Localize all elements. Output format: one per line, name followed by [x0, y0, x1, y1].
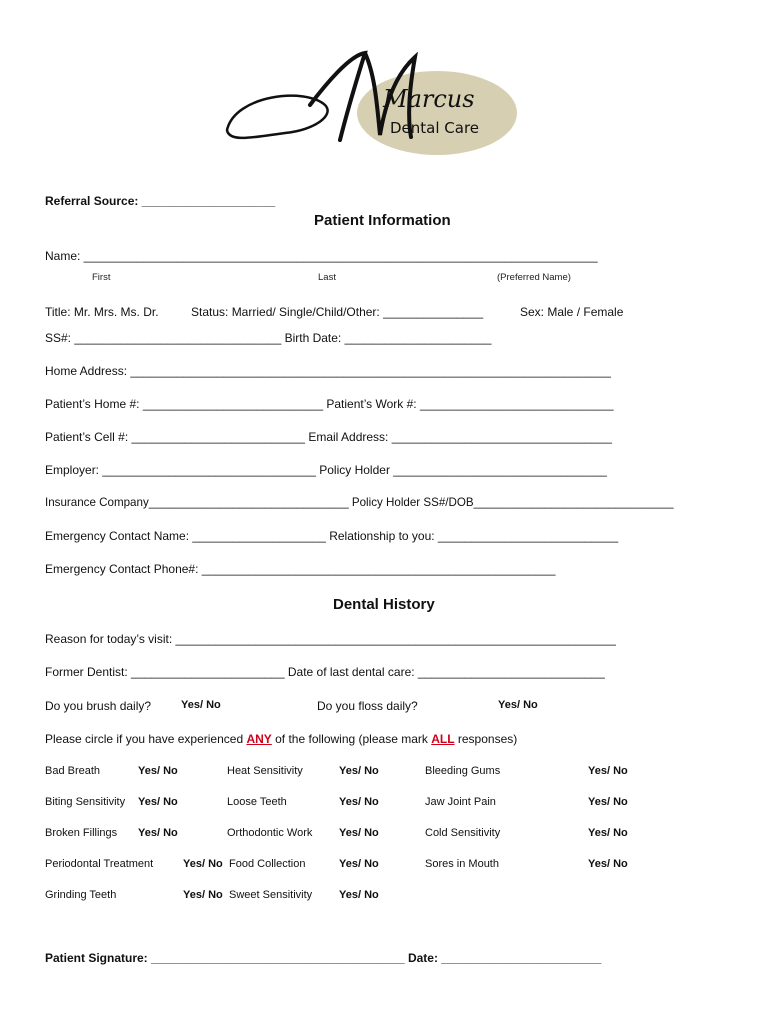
condition-label: Cold Sensitivity	[425, 827, 501, 839]
circle-text-2: of the following (please mark	[271, 732, 432, 746]
signature-date-field[interactable]: Patient Signature: ______________________________________ Date: ________________________	[45, 951, 602, 965]
condition-answer[interactable]: Yes/ No	[339, 765, 379, 777]
logo-oval	[357, 71, 517, 155]
brush-question: Do you brush daily?	[45, 699, 152, 713]
dental-history-heading: Dental History	[333, 596, 435, 613]
name-last-label: Last	[318, 272, 336, 283]
condition-label: Jaw Joint Pain	[425, 796, 496, 808]
condition-answer[interactable]: Yes/ No	[183, 889, 223, 901]
sex-options[interactable]: Sex: Male / Female	[520, 305, 624, 319]
condition-label: Food Collection	[229, 858, 306, 870]
condition-answer[interactable]: Yes/ No	[588, 858, 628, 870]
circle-any: ANY	[246, 732, 272, 746]
condition-answer[interactable]: Yes/ No	[138, 765, 178, 777]
name-first-label: First	[92, 272, 111, 283]
floss-answer[interactable]: Yes/ No	[498, 699, 538, 711]
home-address-field[interactable]: Home Address: ________________________________________________________________________	[45, 364, 611, 378]
condition-answer[interactable]: Yes/ No	[588, 765, 628, 777]
patient-information-heading: Patient Information	[314, 212, 451, 229]
floss-question: Do you floss daily?	[317, 699, 418, 713]
circle-text-1: Please circle if you have experienced	[45, 732, 247, 746]
title-options[interactable]: Title: Mr. Mrs. Ms. Dr.	[45, 305, 159, 319]
condition-label: Sweet Sensitivity	[229, 889, 313, 901]
condition-answer[interactable]: Yes/ No	[339, 827, 379, 839]
circle-all: ALL	[431, 732, 455, 746]
name-field[interactable]: Name: _____________________________________________________________________________	[45, 249, 598, 263]
name-preferred-label: (Preferred Name)	[497, 272, 571, 283]
condition-answer[interactable]: Yes/ No	[339, 889, 379, 901]
referral-source-field[interactable]: Referral Source: ____________________	[45, 194, 276, 208]
emergency-contact-field[interactable]: Emergency Contact Name: ____________________ Relationship to you: ___________________________	[45, 529, 619, 543]
condition-label: Orthodontic Work	[227, 827, 313, 839]
condition-label: Broken Fillings	[45, 827, 118, 839]
ssn-birthdate-field[interactable]: SS#: _______________________________ Birth Date: ______________________	[45, 331, 492, 345]
cell-email-field[interactable]: Patient’s Cell #: __________________________ Email Address: _________________________________	[45, 430, 612, 444]
marcus-dental-care-logo	[215, 45, 525, 165]
condition-label: Heat Sensitivity	[227, 765, 303, 777]
condition-label: Loose Teeth	[227, 796, 287, 808]
circle-text-3: responses)	[454, 732, 518, 746]
former-dentist-field[interactable]: Former Dentist: _______________________ Date of last dental care: ____________________________	[45, 665, 605, 679]
condition-answer[interactable]: Yes/ No	[588, 796, 628, 808]
status-field[interactable]: Status: Married/ Single/Child/Other: _______________	[191, 305, 484, 319]
condition-label: Sores in Mouth	[425, 858, 499, 870]
condition-answer[interactable]: Yes/ No	[339, 858, 379, 870]
condition-label: Periodontal Treatment	[45, 858, 154, 870]
insurance-field[interactable]: Insurance Company_______________________________ Policy Holder SS#/DOB_______________________________	[45, 496, 674, 509]
condition-answer[interactable]: Yes/ No	[183, 858, 223, 870]
reason-visit-field[interactable]: Reason for today’s visit: __________________________________________________________________	[45, 632, 616, 646]
condition-answer[interactable]: Yes/ No	[138, 796, 178, 808]
home-work-phone-field[interactable]: Patient’s Home #: ___________________________ Patient’s Work #: _____________________________	[45, 397, 614, 411]
brush-answer[interactable]: Yes/ No	[181, 699, 221, 711]
emergency-phone-field[interactable]: Emergency Contact Phone#: _____________________________________________________	[45, 562, 556, 576]
circle-instructions	[45, 732, 517, 746]
condition-label: Bad Breath	[45, 765, 101, 777]
condition-answer[interactable]: Yes/ No	[588, 827, 628, 839]
condition-label: Bleeding Gums	[425, 765, 501, 777]
condition-label: Grinding Teeth	[45, 889, 117, 901]
condition-answer[interactable]: Yes/ No	[339, 796, 379, 808]
logo-script-text: Marcus	[383, 85, 475, 113]
condition-label: Biting Sensitivity	[45, 796, 126, 808]
logo-subtitle: Dental Care	[390, 119, 480, 137]
condition-answer[interactable]: Yes/ No	[138, 827, 178, 839]
employer-policyholder-field[interactable]: Employer: ________________________________ Policy Holder ________________________________	[45, 463, 607, 477]
